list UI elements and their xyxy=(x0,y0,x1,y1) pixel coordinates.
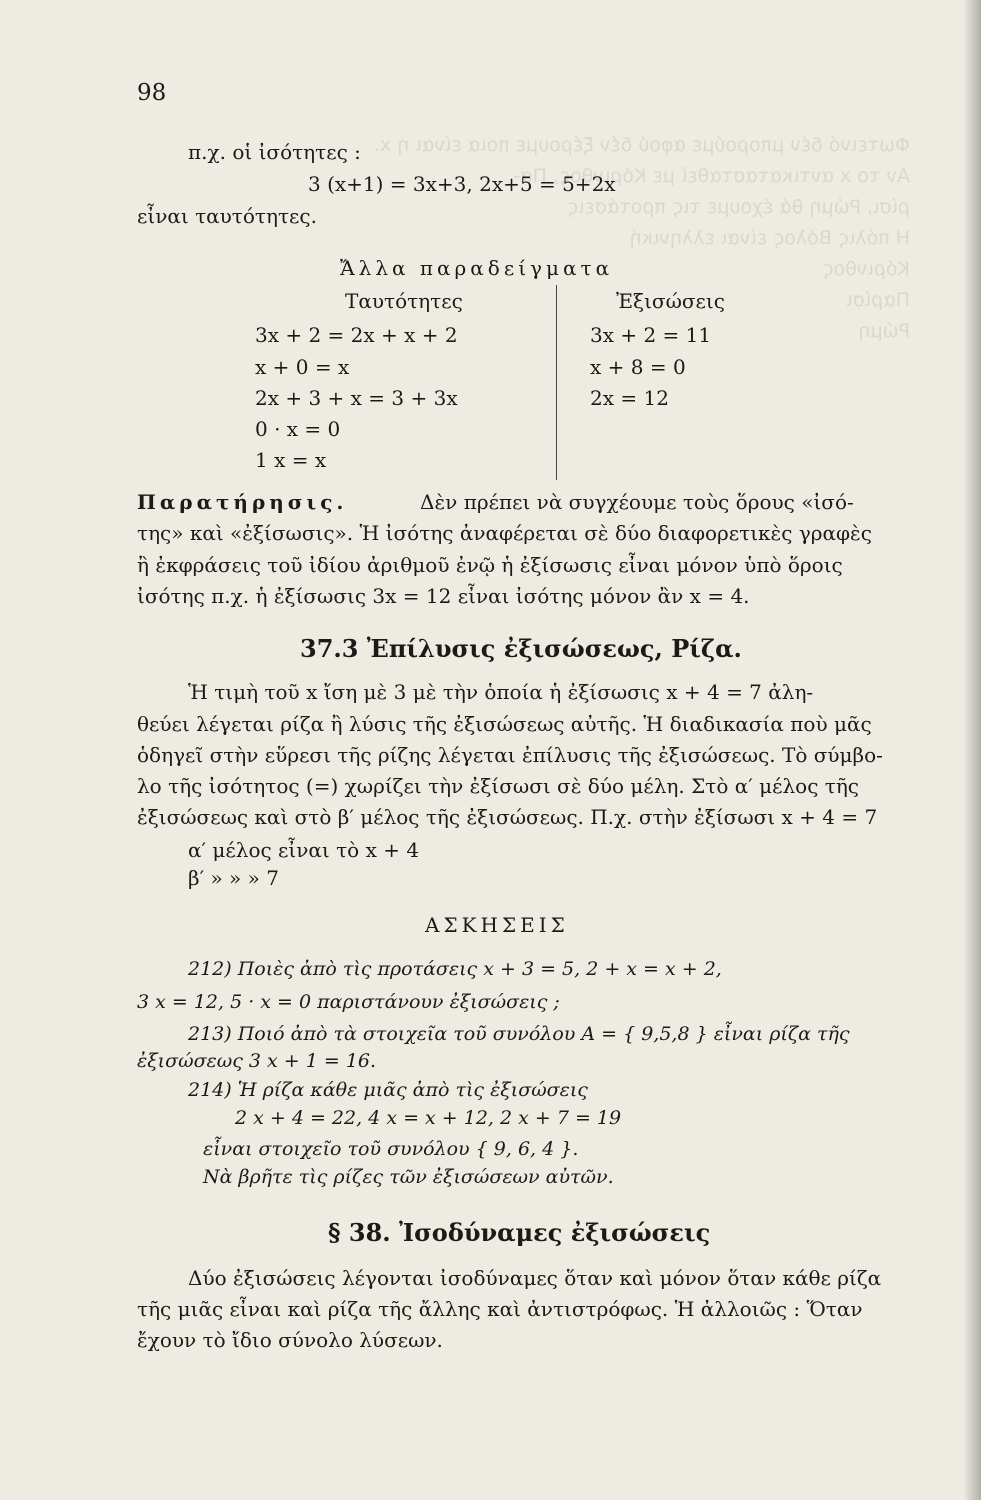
paragraph-line: ἐξισώσεως καὶ στὸ β′ μέλος τῆς ἐξισώσεως. Π.χ. στὴν ἐξίσωσι x + 4 = 7 xyxy=(137,805,878,829)
paragraph-line: λο τῆς ἰσότητος (=) χωρίζει τὴν ἐξίσωσι σὲ δύο μέλη. Στὸ α′ μέλος τῆς xyxy=(137,774,860,798)
examples-heading: Ἄλλα παραδείγματα xyxy=(340,256,614,280)
exercise-line: 2 x + 4 = 22, 4 x = x + 12, 2 x + 7 = 19 xyxy=(235,1107,622,1129)
remark-line: Δὲν πρέπει νὰ συγχέουμε τοὺς ὅρους «ἰσό- xyxy=(420,490,854,514)
intro-identities: 3 (x+1) = 3x+3, 2x+5 = 5+2x xyxy=(308,172,616,196)
page-number: 98 xyxy=(137,80,167,106)
remark-line: ἢ ἐκφράσεις τοῦ ἰδίου ἀριθμοῦ ἐνῷ ἡ ἐξίσωσις εἶναι μόνον ὑπὸ ὅροις xyxy=(137,553,843,577)
exercise-line: 213) Ποιό ἀπὸ τὰ στοιχεῖα τοῦ συνόλου Α = { 9,5,8 } εἶναι ρίζα τῆς xyxy=(188,1023,850,1045)
identity-item: x + 0 = x xyxy=(255,355,350,379)
intro-conclusion: εἶναι ταυτότητες. xyxy=(137,204,317,228)
paragraph-line: θεύει λέγεται ρίζα ἢ λύσις τῆς ἐξισώσεως αὐτῆς. Ἡ διαδικασία ποὺ μᾶς xyxy=(137,712,872,736)
column-divider xyxy=(556,285,557,480)
equation-item: 3x + 2 = 11 xyxy=(590,323,712,347)
identity-item: 3x + 2 = 2x + x + 2 xyxy=(255,323,458,347)
identity-item: 1 x = x xyxy=(255,448,327,472)
equation-item: 2x = 12 xyxy=(590,386,669,410)
identities-column-header: Ταυτότητες xyxy=(345,289,463,313)
exercise-line: 212) Ποιὲς ἀπὸ τὶς προτάσεις x + 3 = 5, 2 + x = x + 2, xyxy=(188,958,722,980)
identity-item: 0 · x = 0 xyxy=(255,417,341,441)
section-title: § 38. Ἰσοδύναμες ἐξισώσεις xyxy=(328,1218,711,1247)
section-title: 37.3 Ἐπίλυσις ἐξισώσεως, Ρίζα. xyxy=(300,634,742,663)
paragraph-line: ὁδηγεῖ στὴν εὕρεσι τῆς ρίζης λέγεται ἐπίλυσις τῆς ἐξισώσεως. Τὸ σύμβο- xyxy=(137,743,883,767)
identity-item: 2x + 3 + x = 3 + 3x xyxy=(255,386,458,410)
member-b-line: β′ » » » 7 xyxy=(188,866,279,890)
exercise-line: Νὰ βρῆτε τὶς ρίζες τῶν ἐξισώσεων αὐτῶν. xyxy=(203,1166,614,1188)
exercise-line: 214) Ἡ ρίζα κάθε μιᾶς ἀπὸ τὶς ἐξισώσεις xyxy=(188,1079,588,1101)
member-a-line: α′ μέλος εἶναι τὸ x + 4 xyxy=(188,838,420,862)
paragraph-line: Δύο ἐξισώσεις λέγονται ἰσοδύναμες ὅταν καὶ μόνον ὅταν κάθε ρίζα xyxy=(188,1266,882,1290)
exercise-line: 3 x = 12, 5 · x = 0 παριστάνουν ἐξισώσεις ; xyxy=(137,991,560,1013)
intro-line: π.χ. οἱ ἰσότητες : xyxy=(188,140,361,164)
remark-line: της» καὶ «ἐξίσωσις». Ἡ ἰσότης ἀναφέρεται σὲ δύο διαφορετικὲς γραφὲς xyxy=(137,521,872,545)
remark-label: Παρατήρησις. xyxy=(137,490,348,514)
exercise-line: εἶναι στοιχεῖο τοῦ συνόλου { 9, 6, 4 }. xyxy=(203,1138,579,1160)
bleed-through-text: Φωτεινό δέν μπορούμε αφού δέν ξέρουμε ποια είναι η x. Αν το x αντικατασταθεί με Κόρινθος, Πα- ρίσι, Ρώμη θά έχουμε τις προτάσεις Η πόλις Βόλος είναι ελληνική Κόρινθος Παρίσι Ρώμη xyxy=(374,134,910,342)
equations-column-header: Ἐξισώσεις xyxy=(616,289,725,313)
exercise-line: ἐξισώσεως 3 x + 1 = 16. xyxy=(137,1050,377,1072)
equation-item: x + 8 = 0 xyxy=(590,355,686,379)
paragraph-line: ἔχουν τὸ ἴδιο σύνολο λύσεων. xyxy=(137,1328,443,1352)
remark-line: ἰσότης π.χ. ἡ ἐξίσωσις 3x = 12 εἶναι ἰσότης μόνον ἂν x = 4. xyxy=(137,584,750,608)
paragraph-line: τῆς μιᾶς εἶναι καὶ ρίζα τῆς ἄλλης καὶ ἀντιστρόφως. Ἡ ἀλλοιῶς : Ὅταν xyxy=(137,1297,863,1321)
paragraph-line: Ἡ τιμὴ τοῦ x ἴση μὲ 3 μὲ τὴν ὁποία ἡ ἐξίσωσις x + 4 = 7 ἀλη- xyxy=(188,680,814,704)
page-edge-shadow xyxy=(963,0,981,1500)
exercises-heading: ΑΣΚΗΣΕΙΣ xyxy=(425,913,569,937)
